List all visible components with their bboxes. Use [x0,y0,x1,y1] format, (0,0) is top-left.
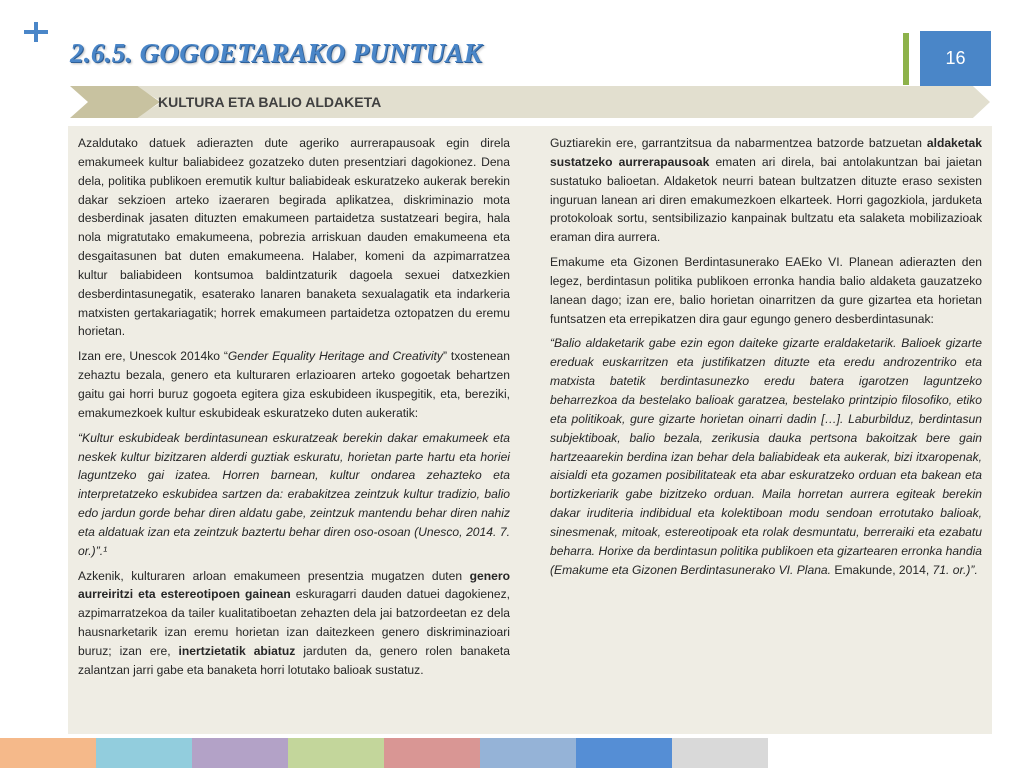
citation-text: Emakume eta Gizonen Berdintasunerako VI. Plana. [554,562,832,577]
footer-color-block [288,738,384,768]
left-column [78,134,510,686]
text-run: Guztiarekin ere, garrantzitsua da nabarmentzea batzorde batzuetan [550,136,927,150]
bold-text: aldaketak sustatzeko aurrerapausoak [550,136,982,169]
paragraph [550,134,982,247]
right-column [550,134,982,585]
footer-color-block [480,738,576,768]
footer-color-bar [0,738,768,768]
bold-text: inertzietatik abiatuz [178,643,296,658]
footer-color-block [192,738,288,768]
footer-color-block [384,738,480,768]
text-run: “Balio aldaketarik gabe ezin egon daiteke gizarte eraldaketarik. Balioek gizarte ereduak euskarritzen eta justifikatzen dituzte eta eredu androzentriko eta matxista batetik berdintasunezko eredu batera igarotzen laguntzeko beharrezkoa da bestelako balioak garatzea, bestelako printzipio filosofiko, etiko eta politikoak, gure gizarte horietan oinarri dadin […]. Laburbilduz, berdintasun subjektiboak, balio bezala, zerikusia dauka pertsona bakoitzak bere gain hartzeaarekin berdina izan behar dela baliabideak eta aukerak, bizi itxaropenak, aisialdi eta gozamen posibilitateak eta abar eskuratzeko orduan eta bakean eta bortizkeriarik gabe bizitzeko orduan. Maila horretan aurrera egiteak berekin dakar iruditeria indibidual eta kolektiboan modu sendoan errotutako balioak, sinesmenak, mitoak, estereotipoak eta rolak desmuntatu, berreraiki eta ezabatu beharra. Horixe da berdintasun politika publikoen eta gizartearen erronka handia ( [550,336,982,577]
section-subtitle: KULTURA ETA BALIO ALDAKETA [158,94,382,110]
text-run: Izan ere, Unescok 2014ko “ [78,349,228,364]
quote-paragraph [550,334,982,579]
footer-color-block [96,738,192,768]
text-run: ematen ari direla, bai antolakuntzan bai jaietan sustatuko balioetan. Aldaketok neurri batean bultzatzen dituzte eraso sexisten inguruan lanean ari diren emakumezkoen elkarteek. Horri gagozkiola, jarduketa protokoloak sortu, sentsibilizazio kanpainak bultzatu eta salaketa mobilizazioak eraman dira aurrera. [550,154,982,245]
text-run: ” txostenean zehaztu bezala, genero eta kulturaren erlazioaren arteko gogoetak behartzen gaitu gai horri buruz gogoeta egitera giza eskubideen ikuspegitik, eta, bereziki, emakumezkoek kultur eskubideak eskuratzeko duten aukeratik: [78,349,511,420]
text-run: Emakunde, 2014, [831,562,933,577]
paragraph [78,567,510,680]
text-run: eskuragarri dauden datuei dagokienez, azpimarratzekoa da tailer kualitatiboetan zehazten dela jai batzordeetan ez dela hausnarketarik izan eremu horietan izan daitezkeen genero diskriminazioari buruz; izan ere, [78,587,510,658]
report-title: Gender Equality Heritage and Creativity [227,349,443,364]
section-header [70,86,990,118]
accent-bar [903,33,909,85]
quote-paragraph: “Kultur eskubideak berdintasunean eskuratzeak berekin dakar emakumeek eta neskek kultur bizitzaren alderdi guztiak eskuratu, horietan parte hartu eta horiei laguntzeko gai izatea. Horren barnean, kultur ondarea zehazteko eta interpretatzeko eskubidea sartzen da: erabakitzea zeintzuk kultur tradizio, balio edo jardun gorde behar diren aldatu gabe, zeintzuk mantendu behar diren nahiz eta aldatuak izan eta zeintzuk baztertu behar diren oso-osoan (Unesco, 2014. 7. or.)”.¹ [78,430,510,558]
plus-icon [24,14,48,48]
text-run: jarduten da, genero rolen banaketa zalantzan jarri gabe eta banaketa horri lotutako balioak sustatuz. [78,643,510,677]
paragraph: Emakume eta Gizonen Berdintasunerako EAEko VI. Planean adierazten den legez, berdintasun politika publikoen erronka handia balio aldaketa gauzatzeko lanean dago; izan ere, balio horietan oinarritzen da gure gizartea eta horietan funtsatzen eta errepikatzen dira gaur egungo genero desberdintasunak: [550,255,982,326]
footer-color-block [672,738,768,768]
text-run: Azkenik, kulturaren arloan emakumeen presentzia mugatzen duten [78,568,470,583]
page-number: 16 [920,31,991,86]
citation-text: 71. or.)”. [932,562,978,577]
paragraph [78,347,510,422]
content-panel [68,126,992,734]
page-title: 2.6.5. GOGOETARAKO PUNTUAK [70,38,483,68]
paragraph: Azaldutako datuek adierazten dute ageriko aurrerapausoak egin direla emakumeek kultur baliabideez gozatzeko duten presentziari dagokionez. Dena dela, politika publikoen eremutik kultur baliabideak eskuratzeko aukerak berekin dakar sekzioen arteko izaeraren begirada aplikatzea, diskriminazio mota desberdinak jasaten dituzten emakumeen partaidetza sustatzeari begira, hala nola migratutako emakumeena, pobrezia arriskuan dauden emakumeena eta desgaitasunen bat duten emakumeena. Halaber, komeni da azpimarratzea kultur baliabideen kontsumoa baldintzaturik dagoela sexuei datxezkien desberdintasunegatik, esaterako lanaren banaketa sexualagatik eta indarkeria matxisten gertakariagatik; horrek emakumeen partaidetza oztopatzen du eremu horietan. [78,136,510,339]
footer-color-block [0,738,96,768]
bold-text: genero aurreiritzi eta estereotipoen gainean [78,568,510,602]
footer-color-block [576,738,672,768]
